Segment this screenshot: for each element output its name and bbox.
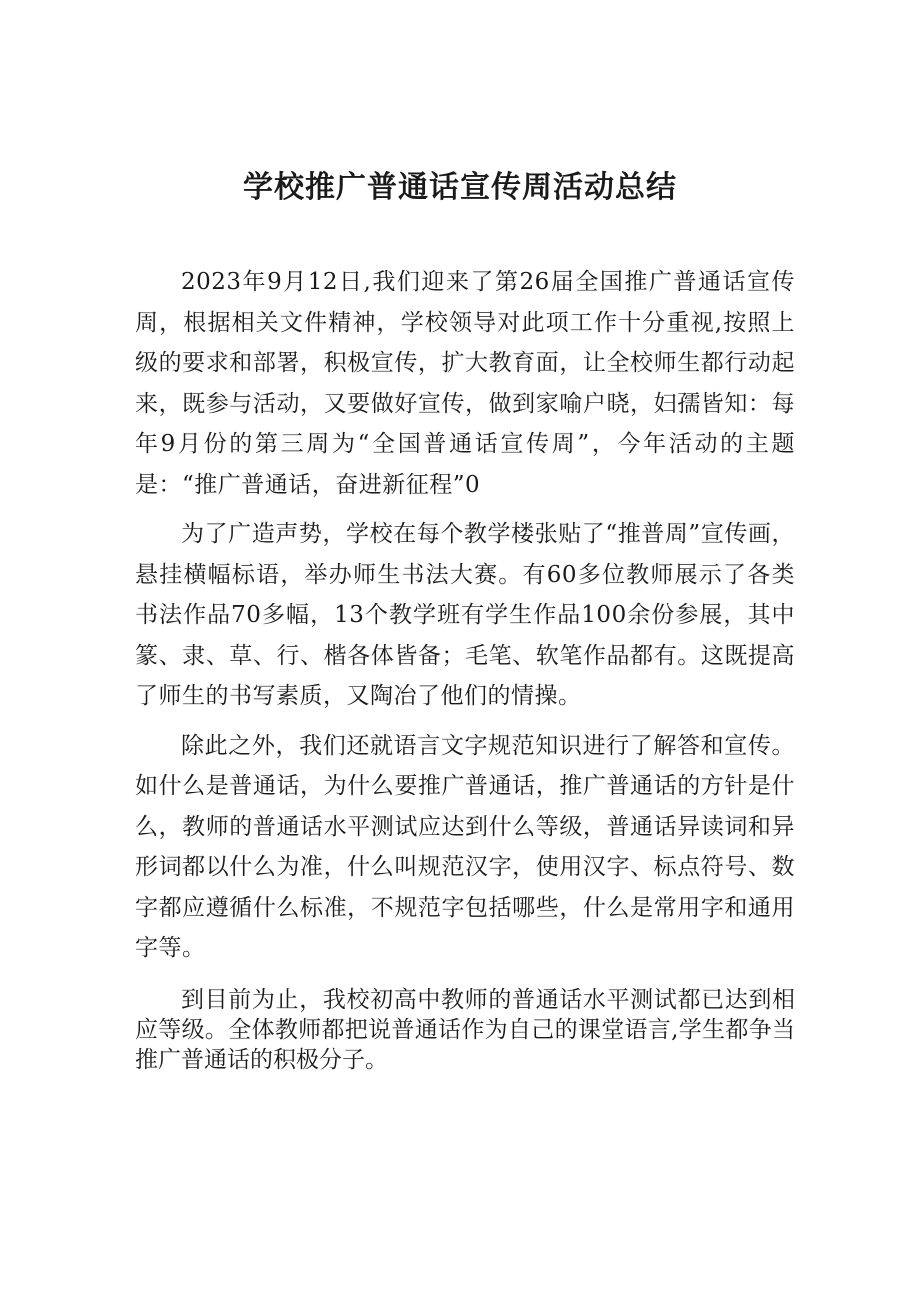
paragraph-3: 除此之外，我们还就语言文字规范知识进行了解答和宣传。如什么是普通话，为什么要推广普通话，推广普通话的方针是什么，教师的普通话水平测试应达到什么等级，普通话异读词和异形词都以什么为准，什么叫规范汉字，使用汉字、标点符号、数字都应遵循什么标准，不规范字包括哪些，什么是常用字和通用字等。 — [135, 732, 795, 961]
paragraph-4: 到目前为止，我校初高中教师的普通话水平测试都已达到相应等级。全体教师都把说普通话作为自己的课堂语言,学生都争当推广普通话的积极分子。 — [135, 986, 795, 1073]
document-title: 学校推广普通话宣传周活动总结 — [243, 170, 677, 205]
paragraph-1: 2023年9月12日,我们迎来了第26届全国推广普通话宣传周，根据相关文件精神，学校领导对此项工作十分重视,按照上级的要求和部署，积极宣传，扩大教育面，让全校师生都行动起来，既参与活动，又要做好宣传，做到家喻户晓，妇孺皆知：每年9月份的第三周为“全国普通话宣传周”，今年活动的主题是：“推广普通话，奋进新征程”0 — [135, 269, 795, 498]
document-body — [135, 262, 795, 1075]
paragraph-2: 为了广造声势，学校在每个教学楼张贴了“推普周”宣传画，悬挂横幅标语，举办师生书法大赛。有60多位教师展示了各类书法作品70多幅，13个教学班有学生作品100余份参展，其中篆、隶、草、行、楷各体皆备；毛笔、软笔作品都有。这既提高了师生的书写素质，又陶冶了他们的情操。 — [135, 521, 795, 709]
